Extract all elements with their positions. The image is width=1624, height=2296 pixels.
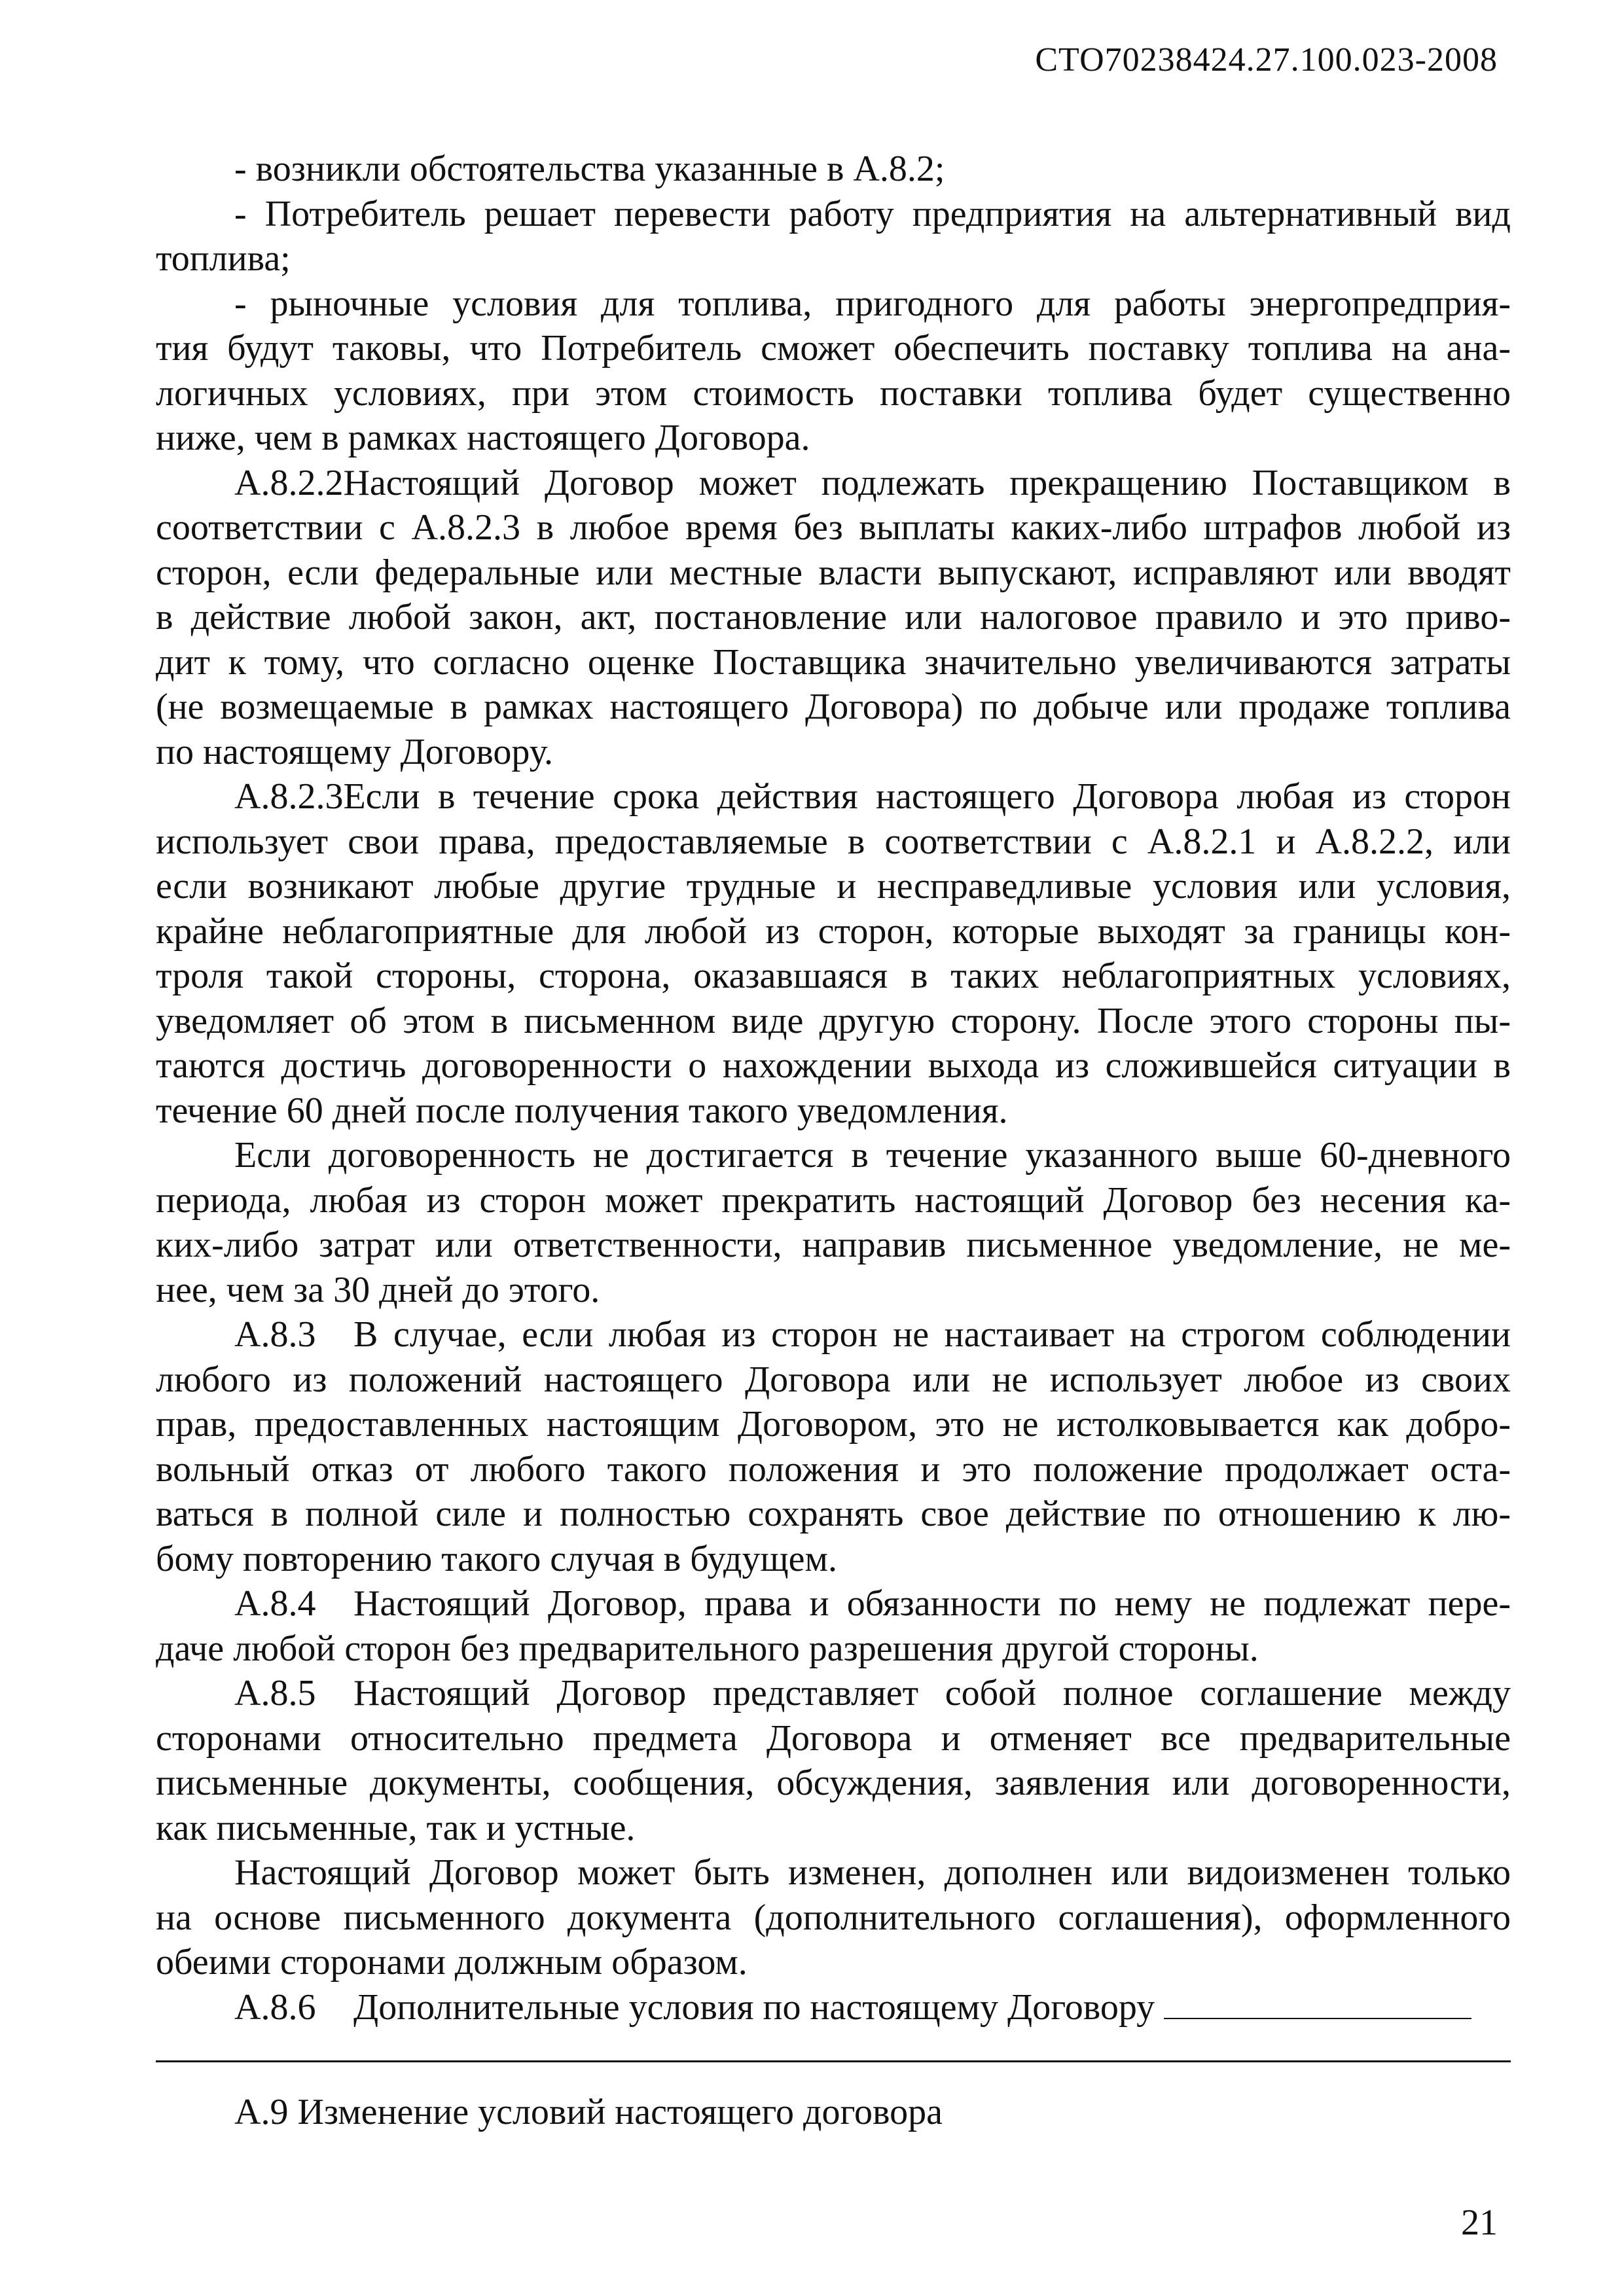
paragraph-line: таются достичь договоренности о нахождении выхода из сложившейся ситуации в: [156, 1045, 1511, 1086]
paragraph-line: вольный отказ от любого такого положения и это положение продолжает оста-: [156, 1448, 1511, 1490]
page-number: 21: [1461, 2202, 1498, 2243]
paragraph-line: как письменные, так и устные.: [156, 1807, 636, 1848]
clause-text: Настоящий Договор может подлежать прекращению Поставщиком в: [343, 462, 1511, 503]
paragraph-line: даче любой сторон без предварительного разрешения другой стороны.: [156, 1628, 1259, 1669]
paragraph-line: по настоящему Договору.: [156, 731, 553, 772]
paragraph-line: сторонами относительно предмета Договора и отменяет все предварительные: [156, 1717, 1511, 1759]
paragraph-line: [156, 1985, 1511, 2030]
paragraph-line: Настоящий Договор может быть изменен, дополнен или видоизменен только: [234, 1852, 1511, 1893]
paragraph-line: соответствии с А.8.2.3 в любое время без выплаты каких-либо штрафов любой из: [156, 507, 1511, 548]
paragraph-line: ких-либо затрат или ответственности, направив письменное уведомление, не ме-: [156, 1225, 1511, 1265]
document-code-header: СТО70238424.27.100.023-2008: [1035, 41, 1498, 79]
clause-number: А.8.2.2: [234, 462, 344, 503]
clause-number: А.8.4: [234, 1583, 316, 1624]
paragraph-line: троля такой стороны, сторона, оказавшаяся в таких неблагоприятных условиях,: [156, 956, 1511, 996]
bullet-line: логичных условиях, при этом стоимость поставки топлива будет существенно: [156, 372, 1511, 414]
paragraph-line: (не возмещаемые в рамках настоящего Договора) по добыче или продаже топлива: [156, 687, 1511, 727]
clause-number: А.8.3: [234, 1314, 316, 1355]
paragraph-line: письменные документы, сообщения, обсуждения, заявления или договоренности,: [156, 1763, 1511, 1803]
paragraph-line: [156, 1581, 1511, 1626]
clause-number: А.8.5: [234, 1673, 316, 1713]
clause-text: В случае, если любая из сторон не настаивает на строгом соблюдении: [353, 1314, 1511, 1355]
paragraph-line: периода, любая из сторон может прекратить настоящий Договор без несения ка-: [156, 1179, 1511, 1221]
paragraph-line: использует свои права, предоставляемые в соответствии с А.8.2.1 и А.8.2.2, или: [156, 821, 1511, 862]
horizontal-divider: [156, 2060, 1511, 2062]
clause-number: А.8.2.3: [234, 776, 344, 817]
section-heading: А.9 Изменение условий настоящего договора: [234, 2092, 943, 2132]
bullet-line: - возникли обстоятельства указанные в А.8.2;: [234, 149, 945, 189]
paragraph-line: уведомляет об этом в письменном виде другую сторону. После этого стороны пы-: [156, 1000, 1511, 1041]
paragraph-line: любого из положений настоящего Договора или не использует любое из своих: [156, 1359, 1511, 1400]
paragraph-line: на основе письменного документа (дополнительного соглашения), оформленного: [156, 1897, 1511, 1938]
paragraph-line: [156, 774, 1511, 819]
bullet-line: топлива;: [156, 238, 291, 279]
paragraph-line: крайне неблагоприятные для любой из сторон, которые выходят за границы кон-: [156, 910, 1511, 952]
paragraph-line: в действие любой закон, акт, постановление или налоговое правило и это приво-: [156, 597, 1511, 637]
paragraph-line: нее, чем за 30 дней до этого.: [156, 1269, 600, 1310]
paragraph-line: Если договоренность не достигается в течение указанного выше 60-дневного: [234, 1135, 1511, 1175]
bullet-line: - Потребитель решает перевести работу предприятия на альтернативный вид: [234, 193, 1511, 234]
paragraph-line: если возникают любые другие трудные и несправедливые условия или условия,: [156, 866, 1511, 906]
bullet-line: - рыночные условия для топлива, пригодного для работы энергопредприя-: [234, 283, 1511, 324]
bullet-line: тия будут таковы, что Потребитель сможет обеспечить поставку топлива на ана-: [156, 328, 1511, 368]
bullet-line: ниже, чем в рамках настоящего Договора.: [156, 418, 810, 458]
paragraph-line: [156, 461, 1511, 506]
paragraph-line: дит к тому, что согласно оценке Поставщика значительно увеличиваются затраты: [156, 641, 1511, 683]
paragraph-line: бому повторению такого случая в будущем.: [156, 1538, 837, 1579]
paragraph-line: [156, 1671, 1511, 1716]
clause-text: Настоящий Договор, права и обязанности по нему не подлежат пере-: [353, 1583, 1511, 1624]
fill-in-blank: [1164, 1986, 1471, 2019]
paragraph-line: ваться в полной силе и полностью сохранять свое действие по отношению к лю-: [156, 1494, 1511, 1534]
paragraph-line: [156, 1312, 1511, 1357]
paragraph-line: обеими сторонами должным образом.: [156, 1942, 748, 1982]
paragraph-line: прав, предоставленных настоящим Договором, это не истолковывается как добро-: [156, 1404, 1511, 1444]
document-body: [156, 147, 1511, 2030]
paragraph-line: течение 60 дней после получения такого уведомления.: [156, 1090, 1008, 1131]
clause-text: Если в течение срока действия настоящего Договора любая из сторон: [343, 776, 1511, 817]
paragraph-line: сторон, если федеральные или местные власти выпускают, исправляют или вводят: [156, 552, 1511, 593]
clause-text: Дополнительные условия по настоящему Договору: [353, 1986, 1155, 2028]
clause-text: Настоящий Договор представляет собой полное соглашение между: [353, 1673, 1511, 1713]
clause-number: А.8.6: [234, 1986, 316, 2028]
